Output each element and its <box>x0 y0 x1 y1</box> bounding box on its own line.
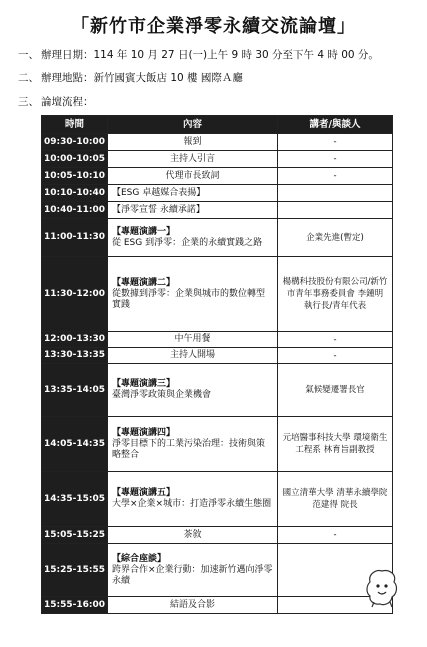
mascot-illustration <box>364 568 400 608</box>
table-row <box>42 472 393 527</box>
agenda-table <box>41 115 393 614</box>
content-cell: 【淨零宣誓 永續承諾】 <box>108 202 278 219</box>
table-row <box>42 417 393 472</box>
content-cell <box>108 417 278 472</box>
session-title: 【專題演講五】 <box>112 488 176 498</box>
content-cell: 代理市長致詞 <box>108 168 278 185</box>
session-topic: 從數據到淨零：企業與城市的數位轉型實踐 <box>112 288 266 310</box>
speaker-cell: 氣候變遷署長官 <box>278 364 393 417</box>
session-title: 【專題演講四】 <box>112 427 176 438</box>
table-row <box>42 364 393 417</box>
speaker-cell: - <box>278 168 393 185</box>
table-row <box>42 597 393 614</box>
session-topic: 淨零目標下的工業污染治理：技術與策略整合 <box>112 438 266 460</box>
time-cell: 10:00-10:05 <box>42 151 108 168</box>
time-cell: 14:35-15:05 <box>42 472 108 527</box>
session-title: 【專題演講一】 <box>112 226 176 237</box>
time-cell: 15:25-15:55 <box>42 544 108 597</box>
header-time: 時間 <box>42 116 108 134</box>
content-cell: 主持人引言 <box>108 151 278 168</box>
meta-agenda <box>18 94 94 109</box>
content-cell <box>108 364 278 417</box>
meta-value: 新竹國賓大飯店 10 樓 國際Ａ廳 <box>93 72 243 84</box>
table-row <box>42 219 393 257</box>
table-row <box>42 185 393 202</box>
table-row <box>42 257 393 332</box>
header-speaker: 講者/與談人 <box>278 116 393 134</box>
table-header-row <box>42 116 393 134</box>
table-row <box>42 168 393 185</box>
header-content: 內容 <box>108 116 278 134</box>
content-cell <box>108 472 278 527</box>
content-cell <box>108 544 278 597</box>
speaker-cell <box>278 185 393 202</box>
speaker-cell <box>278 202 393 219</box>
meta-label: 辦理地點： <box>41 72 94 84</box>
session-title: 【專題演講三】 <box>112 379 176 389</box>
table-row <box>42 202 393 219</box>
time-cell: 14:05-14:35 <box>42 417 108 472</box>
time-cell: 10:40-11:00 <box>42 202 108 219</box>
meta-number: 三、 <box>18 96 39 108</box>
speaker-cell: - <box>278 348 393 364</box>
content-cell: 結語及合影 <box>108 597 278 614</box>
time-cell: 11:00-11:30 <box>42 219 108 257</box>
session-topic: 從 ESG 到淨零：企業的永續實踐之路 <box>112 237 263 248</box>
speaker-cell: - <box>278 151 393 168</box>
meta-date <box>18 47 379 62</box>
meta-number: 一、 <box>18 49 39 61</box>
table-row <box>42 151 393 168</box>
speaker-cell: 國立清華大學 清華永續學院 范建得 院長 <box>278 472 393 527</box>
session-title: 【綜合座談】 <box>112 553 167 564</box>
speaker-cell: - <box>278 527 393 544</box>
speaker-cell: 企業先進(暫定) <box>278 219 393 257</box>
content-cell: 【ESG 卓越媒合表揚】 <box>108 185 278 202</box>
meta-label: 辦理日期： <box>41 49 94 61</box>
content-cell: 報到 <box>108 134 278 151</box>
time-cell: 11:30-12:00 <box>42 257 108 332</box>
table-row <box>42 348 393 364</box>
table-row <box>42 332 393 348</box>
content-cell <box>108 257 278 332</box>
content-cell: 茶敘 <box>108 527 278 544</box>
speaker-cell: - <box>278 332 393 348</box>
time-cell: 12:00-13:30 <box>42 332 108 348</box>
time-cell: 15:05-15:25 <box>42 527 108 544</box>
content-cell <box>108 219 278 257</box>
meta-label: 論壇流程： <box>41 96 94 108</box>
time-cell: 13:30-13:35 <box>42 348 108 364</box>
meta-number: 二、 <box>18 72 39 84</box>
table-row <box>42 544 393 597</box>
speaker-cell: 元培醫事科技大學 環境衛生工程系 林育旨副教授 <box>278 417 393 472</box>
time-cell: 10:05-10:10 <box>42 168 108 185</box>
time-cell: 13:35-14:05 <box>42 364 108 417</box>
content-cell: 中午用餐 <box>108 332 278 348</box>
document-title: 「新竹市企業淨零永續交流論壇」 <box>71 16 356 37</box>
speaker-cell: 楊構科技股份有限公司/新竹市青年事務委員會 李鍾明 執行長/青年代表 <box>278 257 393 332</box>
speaker-cell: - <box>278 134 393 151</box>
content-cell: 主持人開場 <box>108 348 278 364</box>
session-topic: 臺灣淨零政策與企業機會 <box>112 390 212 400</box>
time-cell: 09:30-10:00 <box>42 134 108 151</box>
session-topic: 大學×企業×城市：打造淨零永續生態圈 <box>112 499 272 509</box>
meta-venue <box>18 70 243 85</box>
session-topic: 跨界合作×企業行動：加速新竹邁向淨零永續 <box>112 564 273 586</box>
session-title: 【專題演講二】 <box>112 277 176 288</box>
table-row <box>42 134 393 151</box>
time-cell: 15:55-16:00 <box>42 597 108 614</box>
table-row <box>42 527 393 544</box>
time-cell: 10:10-10:40 <box>42 185 108 202</box>
meta-value: 114 年 10 月 27 日(一)上午 9 時 30 分至下午 4 時 00 分。 <box>93 49 379 61</box>
